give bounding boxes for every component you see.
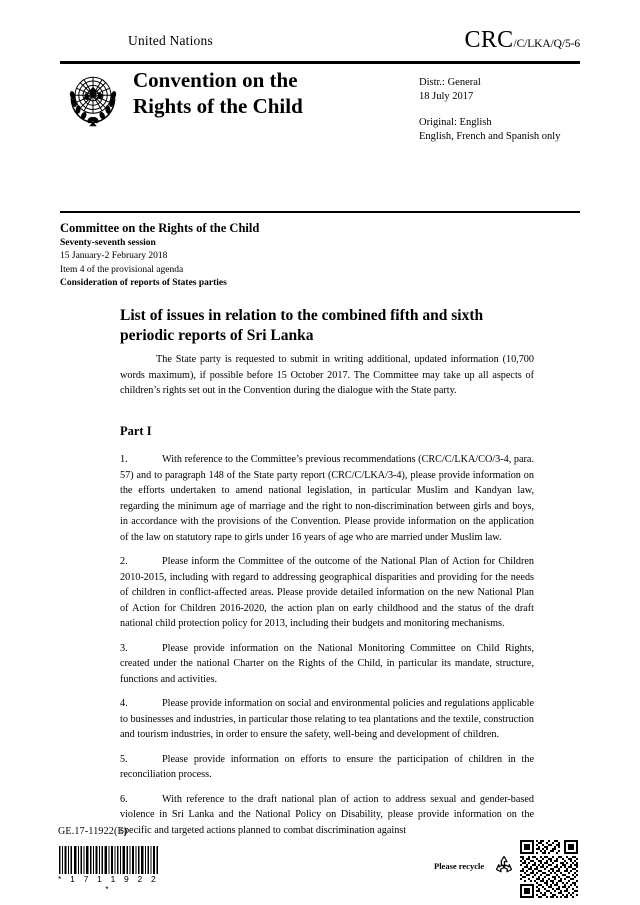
paragraph-text: Please provide information on social and environmental policies and regulations applicable to businesses and industries, in particular those relating to tea plantations and the textile, construction and tourism industries, in order to ensure the safety, well-being and development of children. — [120, 698, 534, 740]
page-title-line2: periodic reports of Sri Lanka — [120, 327, 314, 345]
job-number: GE.17-11922(E) — [58, 826, 128, 837]
page-title-line1: List of issues in relation to the combined fifth and sixth — [120, 307, 484, 324]
committee-dates: 15 January-2 February 2018 — [60, 251, 168, 262]
document-symbol — [465, 27, 580, 54]
convention-title-line1: Convention on the — [133, 68, 298, 92]
masthead — [60, 27, 580, 61]
paragraph-number: 5. — [120, 753, 128, 765]
recycle-label: Please recycle — [434, 861, 485, 871]
paragraph-number: 1. — [120, 454, 128, 465]
paragraph-text: Please provide information on the National Monitoring Committee on Child Rights, created under the national Charter on the Rights of the Child, in particular its mandate, structure, functions and activities. — [120, 642, 534, 685]
paragraph-item — [120, 452, 534, 545]
agenda-topic: Consideration of reports of States parties — [60, 278, 227, 289]
paragraph-text: With reference to the Committee’s previous recommendations (CRC/C/LKA/CO/3-4, para. 57) and to paragraph 148 of the State party report (CRC/C/LKA/3-4), please provide information on the efforts undertaken to amend national legislation, in particular Muslim and Kandyan law, regarding the minimum age of marriage and the right to non-discrimination between girls and boys, in accordance with the provisions of the Convention. Please provide information on the application of the law on statutory rape to girls under 16 years of age who are married under Muslim law. — [120, 454, 534, 543]
paragraph-number: 2. — [120, 556, 128, 567]
paragraph-list — [120, 452, 534, 847]
distribution-type: Distr.: General — [419, 77, 481, 88]
committee-block — [60, 220, 580, 291]
paragraph-number: 4. — [120, 698, 128, 709]
paragraph-number: 3. — [120, 642, 128, 654]
paragraph-item — [120, 641, 534, 688]
paragraph-item — [120, 792, 534, 839]
agenda-item: Item 4 of the provisional agenda — [60, 264, 184, 275]
convention-title — [133, 68, 403, 119]
page-title — [120, 306, 540, 347]
document-symbol-main: CRC — [464, 27, 514, 53]
paragraph-text: Please provide information on efforts to ensure the participation of children in the reconciliation process. — [120, 753, 534, 780]
barcode-icon — [58, 846, 159, 874]
paragraph-item — [120, 752, 534, 783]
intro-paragraph: The State party is requested to submit in writing additional, updated information (10,700 words maximum), if possible before 15 October 2017. The Committee may take up all aspects of children’s rights set out in the Convention during the dialogue with the State party. — [120, 354, 534, 396]
paragraph-item — [120, 696, 534, 743]
qr-code-icon — [520, 840, 578, 898]
paragraph-text: With reference to the draft national plan of action to address sexual and gender-based violence in Sri Lanka and the National Policy on Disability, please provide information on the specific and targeted actions planned to combat discrimination against — [120, 793, 534, 836]
available-languages: English, French and Spanish only — [419, 131, 561, 143]
committee-name: Committee on the Rights of the Child — [60, 221, 260, 235]
recycle-icon — [492, 853, 516, 877]
paragraph-number: 6. — [120, 793, 128, 805]
spacer — [419, 105, 560, 116]
original-language: Original: English — [419, 116, 492, 128]
distribution-block — [419, 76, 560, 145]
organization-name: United Nations — [128, 33, 213, 48]
section-divider — [60, 211, 580, 213]
convention-title-line2: Rights of the Child — [133, 93, 303, 118]
barcode-digits: * 1 7 1 1 9 2 2 * — [58, 874, 159, 894]
document-symbol-sub: /C/LKA/Q/5-6 — [513, 38, 580, 50]
un-emblem-icon — [62, 68, 124, 130]
part-heading: Part I — [120, 424, 152, 438]
header-divider — [60, 61, 580, 64]
committee-session: Seventy-seventh session — [60, 237, 156, 248]
paragraph-text: Please inform the Committee of the outcome of the National Plan of Action for Children 2010-2015, including with regard to addressing geographical disparities and providing for the needs of children in conflict-affected areas. Please provide detailed information on the new National Plan of Action for Children 2016-2020, the action plan on early childhood and the status of the draft national child protection policy for 2013, including their budgets and monitoring mechanisms. — [120, 556, 534, 629]
document-date: 18 July 2017 — [419, 91, 474, 103]
paragraph-item — [120, 554, 534, 632]
